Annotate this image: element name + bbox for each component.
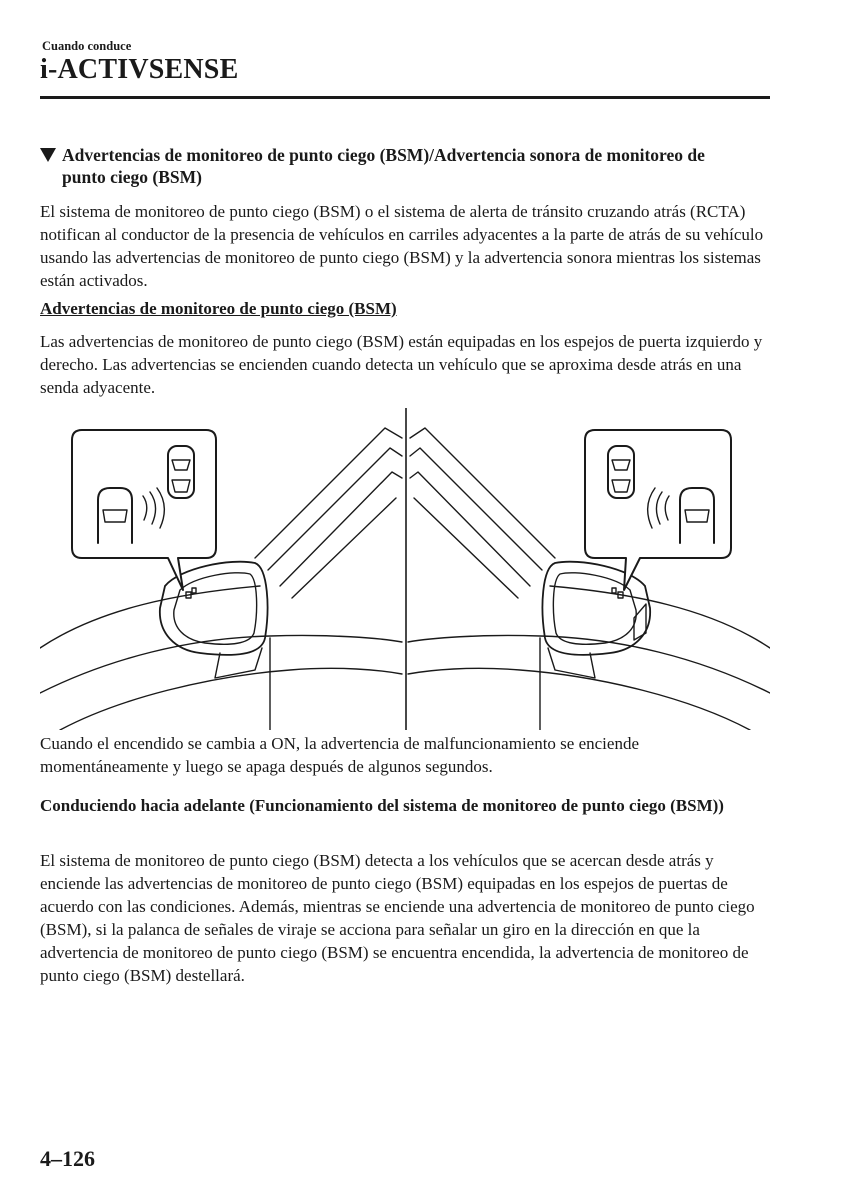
- section-label: Cuando conduce: [42, 39, 132, 53]
- page-number: 4–126: [40, 1146, 95, 1171]
- intro-paragraph: El sistema de monitoreo de punto ciego (BSM) o el sistema de alerta de tránsito cruzando atrás (RCTA) notifican al conductor de la presencia de vehículos en carriles adyacentes a la parte de atrás de su vehículo usando las advertencias de monitoreo de punto ciego (BSM) y la advertencia sonora mientras los sistemas están activados.: [40, 202, 764, 290]
- subheading-text: Advertencias de monitoreo de punto ciego (BSM)/Advertencia sonora de monitoreo de punto ciego (BSM): [62, 145, 705, 187]
- left-indicator-callout: [72, 430, 216, 590]
- bsm-warning-heading: Advertencias de monitoreo de punto ciego (BSM): [40, 299, 397, 318]
- chapter-title: i-ACTIVSENSE: [40, 54, 239, 85]
- forward-driving-heading: Conduciendo hacia adelante (Funcionamiento del sistema de monitoreo de punto ciego (BSM)): [40, 796, 724, 815]
- section-subheading: [40, 144, 740, 188]
- triangle-bullet-icon: [40, 148, 56, 162]
- ignition-paragraph: Cuando el encendido se cambia a ON, la advertencia de malfuncionamiento se enciende momentáneamente y luego se apaga después de algunos segundos.: [40, 734, 640, 776]
- header-rule: [40, 96, 770, 99]
- forward-driving-paragraph: El sistema de monitoreo de punto ciego (BSM) detecta a los vehículos que se acercan desde atrás y enciende las advertencias de monitoreo de punto ciego (BSM) equipadas en los espejos de puertas de acuerdo con las condiciones. Además, mientras se enciende una advertencia de monitoreo de punto ciego (BSM), si la palanca de señales de viraje se acciona para señalar un giro en la dirección en que la advertencia de monitoreo de punto ciego (BSM) se encuentra encendida, la advertencia de monitoreo de punto ciego (BSM) destellará.: [40, 851, 755, 985]
- bsm-warning-paragraph: Las advertencias de monitoreo de punto ciego (BSM) están equipadas en los espejos de puerta izquierdo y derecho. Las advertencias se encienden cuando detecta un vehículo que se aproxima desde atrás en una senda adyacente.: [40, 332, 763, 397]
- door-mirror-illustration: [40, 408, 770, 730]
